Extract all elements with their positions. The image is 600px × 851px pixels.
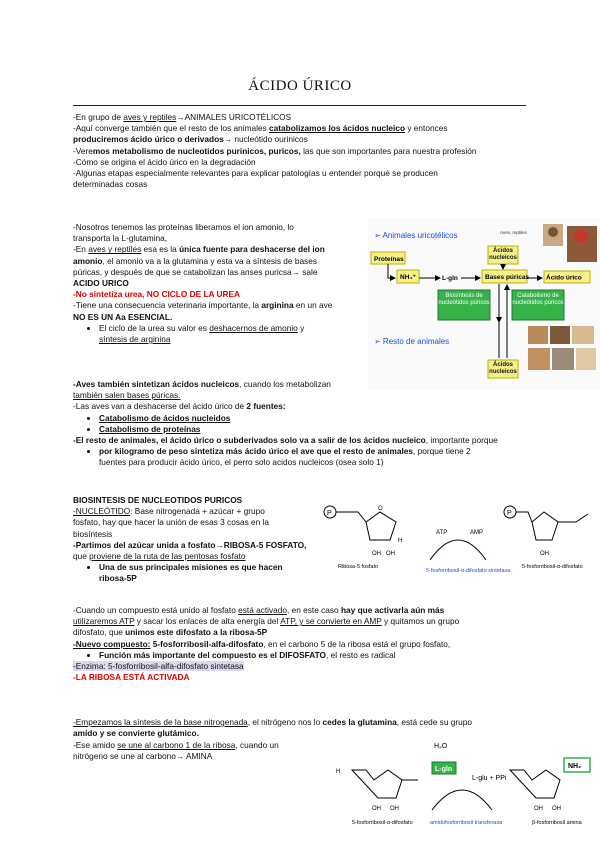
intro-line: -Veremos metabolismo de nucleotidos purinicos, puricos, las que son importantes para nuestra profesión xyxy=(73,145,477,156)
catabolism-label: Catabolismo de nucleótidos púricos xyxy=(512,293,564,306)
intro-line: determinadas cosas xyxy=(73,179,148,190)
text-line: ACIDO URICO xyxy=(73,278,129,289)
phosphate-letter-2: P xyxy=(507,510,512,517)
hydroxyl-label-2: OH xyxy=(386,551,395,557)
bond xyxy=(336,512,366,522)
nucleic-acids-fo xyxy=(488,246,518,264)
biosynthesis-fo xyxy=(438,290,490,320)
text-line: transporta la L-glutamina, xyxy=(73,233,168,244)
hydroxyl-label-3: OH xyxy=(534,806,543,812)
text-line: -NUCLEÓTIDO: Base nitrogenada + azúcar + grupo xyxy=(73,506,265,517)
ribose-ring-icon xyxy=(366,512,396,540)
lgln-label: L-gln xyxy=(442,275,458,282)
ring-oxygen: O xyxy=(378,506,383,512)
purine-bases-label: Bases púricas xyxy=(485,274,530,281)
uricotelic-diagram xyxy=(368,218,600,390)
text-line: -Enzima: 5-fosforribosil-alfa-difosfato sintetasa xyxy=(73,661,244,672)
biosynthesis-label: Biosíntesis de nucleótidos púricos xyxy=(438,293,490,306)
reaction-arrow xyxy=(430,540,486,560)
text-line: utilizaremos ATP y sacar los enlaces de alta energía del ATP, y se convierte en AMP y quitamos un grupo xyxy=(73,616,460,627)
text-line: -Empezamos la síntesis de la base nitrogenada, el nitrógeno nos lo cedes la glutamina, está cede su grupo xyxy=(73,717,472,727)
text-line: -Nuevo compuesto: 5-fosforribosil-alfa-difosfato, en el carbono 5 de la ribosa está el grupo fosfato, xyxy=(73,638,451,649)
atp-label: ATP xyxy=(436,530,448,536)
hydroxyl-label-4: OH xyxy=(552,806,561,812)
prpp-label: 5-fosforribosil-α-difosfato xyxy=(522,564,583,570)
text-line: -Aves también sintetizan ácidos nucleicos, cuando los metabolizan xyxy=(73,379,331,389)
amine-figure xyxy=(332,740,600,846)
bullet-list xyxy=(73,650,543,661)
intro-block xyxy=(73,112,533,190)
ribose-ring-icon xyxy=(352,770,402,798)
text-line: -Ese amido se une al carbono 1 de la ribosa, cuando un xyxy=(73,740,279,750)
amp-label: AMP xyxy=(470,530,484,536)
amine-figure-svg xyxy=(332,740,600,846)
rooster-photo-comb xyxy=(574,229,588,243)
text-line: también salen bases púricas. xyxy=(73,390,181,401)
text-line: -Nosotros tenemos las proteínas liberamos el ion amonio, lo xyxy=(73,222,294,232)
intro-line: produciremos ácido úrico o derivados→ nucleótido ourinicos xyxy=(73,134,308,145)
lgln-label: L-gln xyxy=(435,766,453,773)
page-title: ÁCIDO ÚRICO xyxy=(248,78,352,94)
text-line: amonio, el amonio va a la glutamina y esta va a síntesis de bases xyxy=(73,255,317,266)
intro-line: -Aquí converge también que el resto de los animales catabolizamos los ácidos nucleico y entonces xyxy=(73,123,448,134)
horse-photo xyxy=(550,326,570,344)
text-line: -Cuando un compuesto está unido al fosfato está activado, en este caso hay que activarla aún más xyxy=(73,605,445,615)
text-line: -Las aves van a deshacerse del ácido úrico de 2 fuentes: xyxy=(73,401,286,412)
ribose-ring-icon xyxy=(510,770,560,798)
intro-line: -Cómo se origina el ácido úrico en la degradación xyxy=(73,156,256,167)
nucleic-acids-fo-2 xyxy=(488,360,518,378)
ribose-activation-svg xyxy=(318,500,600,590)
catabolism-fo xyxy=(512,290,564,320)
text-line: -El resto de animales, el ácido úrico o subderivados solo va a salir de los ácidos nucleico, importante porque xyxy=(73,435,498,446)
section-heading: BIOSINTESIS DE NUCLEOTIDOS PURICOS xyxy=(73,495,243,505)
pig-photo xyxy=(572,326,594,344)
uricotelic-block xyxy=(73,222,363,345)
text-line: nitrógeno se une al carbono→ AMINA xyxy=(73,751,213,762)
nucleic-acids-label-top: Ácidos nucleicos xyxy=(489,248,517,261)
proteins-label: Proteínas xyxy=(374,256,404,263)
text-line: -Tiene una consecuencia veterinaria importante, la arginina en un ave xyxy=(73,300,333,311)
intro-line: -En grupo de aves y reptiles→ANIMALES URICOTÉLICOS xyxy=(73,112,292,122)
biosynthesis-block xyxy=(73,495,318,585)
phosphoribosylamine-label: β-fosforribosil amina xyxy=(532,820,582,826)
hydroxyl-label: OH xyxy=(372,806,381,812)
ammonium-label: NH₄⁺ xyxy=(400,274,416,281)
arrow xyxy=(388,264,395,278)
cow-photo xyxy=(528,326,548,344)
ribose-ring-icon xyxy=(532,512,558,540)
amine-group-label: NH₂ xyxy=(568,763,582,770)
cat-photo xyxy=(552,348,574,370)
list-item: • por kilogramo de peso sintetiza más ácido úrico el ave que el resto de animales, porque tiene 2 fuentes para producir ácido úrico, el perro solo acidos nucleicos (osea solo 1) xyxy=(99,446,543,468)
text-line: -No sintetiza urea, NO CICLO DE LA UREA xyxy=(73,289,241,300)
text-line: biosíntesis xyxy=(73,528,113,539)
text-line: fosfato, hay que hacer la unión de esas 3 cosas en la xyxy=(73,517,270,528)
aves-block xyxy=(73,379,543,469)
text-line: -Partimos del azúcar unida a fosfato→RIBOSA-5 FOSFATO, xyxy=(73,539,307,550)
text-line: que proviene de la ruta de las pentosas fosfato xyxy=(73,551,246,562)
phosphate-letter: P xyxy=(327,510,332,517)
hydroxyl-label: OH xyxy=(372,551,381,557)
bullet-list xyxy=(73,413,543,435)
uric-acid-label: Ácido úrico xyxy=(546,274,582,282)
birds-label: Aves, reptiles xyxy=(500,230,527,235)
bullet-list xyxy=(73,323,363,345)
text-line: púricas, y después de que se catabolizan las anses puricsa→ sale xyxy=(73,266,318,277)
bird-photo-head xyxy=(548,227,558,237)
list-item: • Catabolismo de ácidos nucleidos xyxy=(99,413,543,424)
title-divider xyxy=(73,105,526,106)
other-animals-title: ➢ Resto de animales xyxy=(374,337,450,346)
prpp-label: 5-fosforribosil-α-difosfato xyxy=(352,820,413,826)
text-line: difosfato, que unimos este difosfato a la ribosa-5P xyxy=(73,627,268,638)
enzyme-label: amidofosforribosil transferasa xyxy=(430,820,503,826)
phosphate-prefix: H xyxy=(336,769,341,775)
dog-photo xyxy=(528,348,550,370)
text-line: NO ES UN Aa ESENCIAL. xyxy=(73,311,173,322)
uricotelic-diagram-svg xyxy=(368,218,600,390)
diphosphate-bond xyxy=(558,514,588,522)
sheep-photo xyxy=(576,348,596,370)
bond xyxy=(516,512,532,522)
biosynthesis-block-2 xyxy=(73,605,543,683)
list-item: • Catabolismo de proteínas xyxy=(99,424,543,435)
ribose-5-phosphate-label: Ribosa-5 fosfato xyxy=(338,564,379,570)
bullet-list xyxy=(73,562,318,584)
text-line: amido y se convierte glutámico. xyxy=(73,728,199,739)
hydroxyl-label-3: OH xyxy=(540,551,549,557)
list-item: • El ciclo de la urea su valor es deshacernos de amonio y síntesis de arginina xyxy=(99,323,363,345)
hydroxyl-label-2: OH xyxy=(390,806,399,812)
amine-block xyxy=(73,717,553,739)
reaction-arrow xyxy=(432,790,492,810)
amine-block-2 xyxy=(73,740,333,762)
list-item: • Una de sus principales misiones es que hacen ribosa-5P xyxy=(99,562,318,584)
water-label: H₂O xyxy=(434,743,448,750)
list-item: • Función más importante del compuesto es el DIFOSFATO, el resto es radical xyxy=(99,650,543,661)
ribose-activation-figure xyxy=(318,500,600,590)
nucleic-acids-label-bottom: Ácidos nucleicos xyxy=(489,362,517,375)
uricotelic-title: ➢ Animales uricotélicos xyxy=(374,231,458,240)
text-line: -En aves y reptiles esa es la única fuente para deshacerse del ion xyxy=(73,244,325,255)
intro-line: -Algunas etapas especialmente relevantes para explicar patologías u entender porqué se producen xyxy=(73,168,438,179)
lglu-label: L-glu + PPi xyxy=(472,775,507,782)
text-line: -LA RIBOSA ESTÁ ACTIVADA xyxy=(73,672,190,683)
hydrogen-label: H xyxy=(398,538,403,544)
bullet-list xyxy=(73,446,543,468)
enzyme-label: 5-fosforribosil-α-difosfato sintetasa xyxy=(426,568,511,574)
